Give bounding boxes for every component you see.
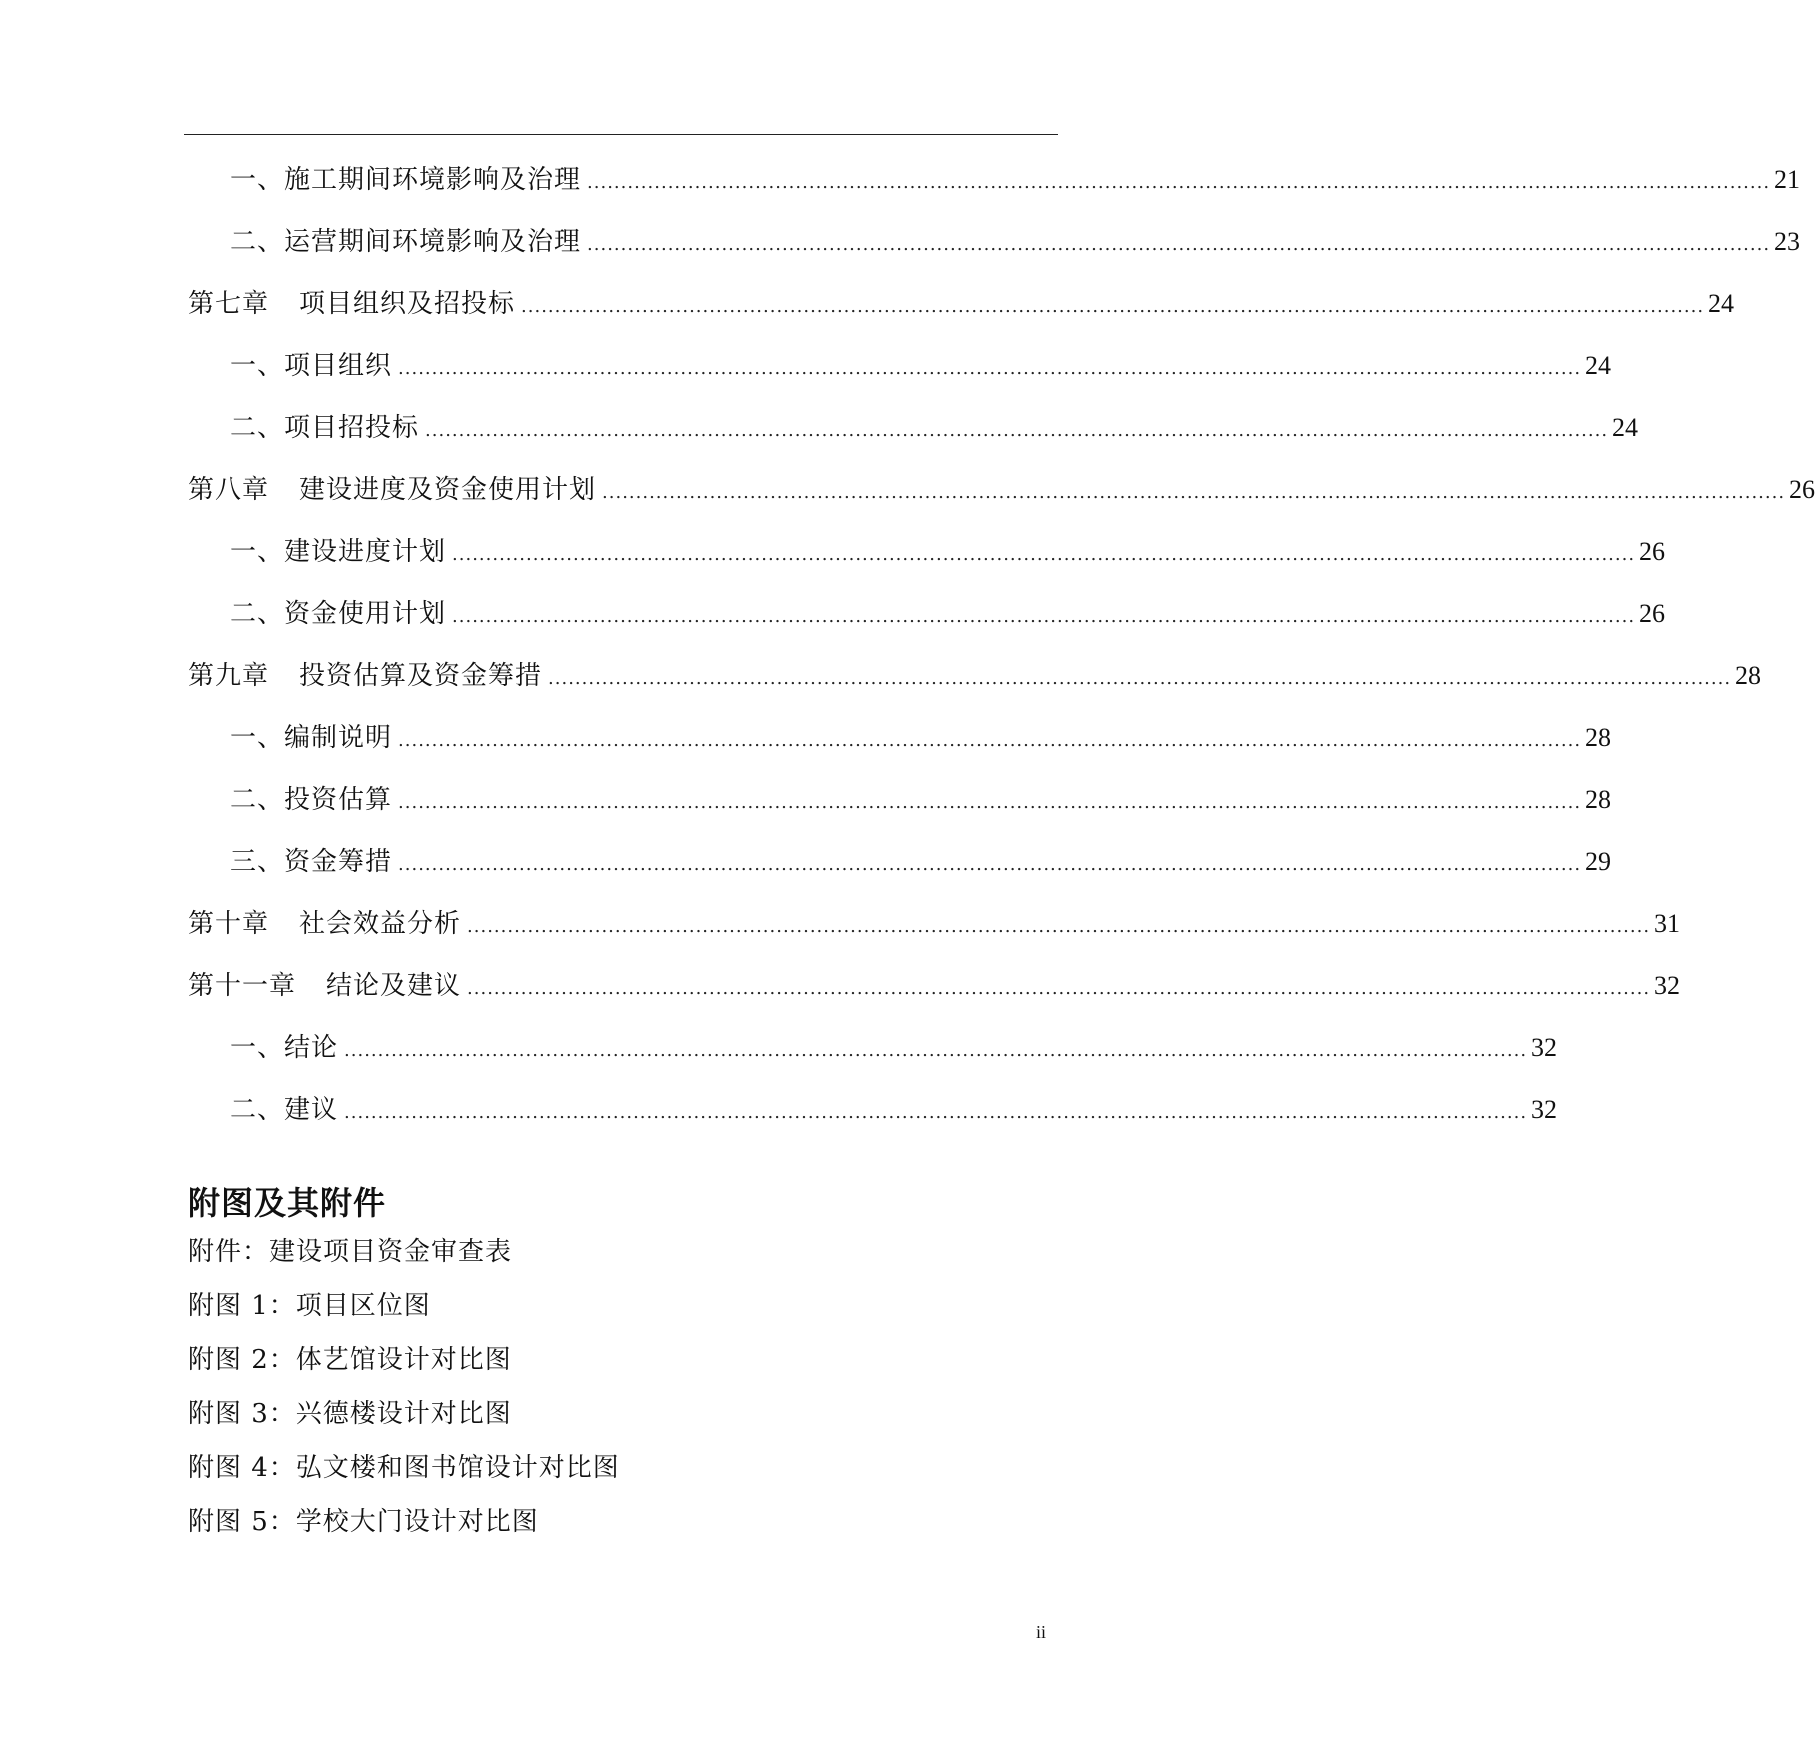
- toc-entry-page: 24: [1612, 413, 1639, 442]
- toc-entry[interactable]: [188, 656, 1762, 696]
- appendix-item[interactable]: 附图 4：弘文楼和图书馆设计对比图: [188, 1453, 620, 1483]
- toc-entry-page: 29: [1585, 847, 1612, 876]
- toc-entry-title: 第八章 建设进度及资金使用计划: [188, 475, 597, 505]
- toc-entry-title: 二、建议: [230, 1095, 339, 1125]
- toc-entry[interactable]: [230, 408, 1639, 448]
- toc-entry-title: 二、资金使用计划: [230, 599, 447, 629]
- toc-entry[interactable]: [230, 1090, 1558, 1130]
- toc-entry-page: 24: [1708, 289, 1735, 318]
- toc-leader-dots: ................................................................................................................................................................................: [548, 668, 1732, 689]
- toc-entry-page: 28: [1585, 723, 1612, 752]
- toc-leader-dots: ................................................................................................................................................................................: [452, 606, 1636, 627]
- toc-leader-dots: ................................................................................................................................................................................: [602, 482, 1786, 503]
- toc-leader-dots: ................................................................................................................................................................................: [344, 1040, 1528, 1061]
- toc-entry-page: 21: [1774, 165, 1801, 194]
- toc-entry-title: 二、投资估算: [230, 785, 393, 815]
- toc-entry[interactable]: [230, 780, 1612, 820]
- toc-entry[interactable]: [230, 842, 1612, 882]
- toc-leader-dots: ................................................................................................................................................................................: [452, 544, 1636, 565]
- toc-leader-dots: ................................................................................................................................................................................: [521, 296, 1705, 317]
- toc-entry-title: 二、项目招投标: [230, 413, 420, 443]
- toc-entry-title: 一、施工期间环境影响及治理: [230, 165, 582, 195]
- toc-entry[interactable]: [230, 1028, 1558, 1068]
- toc-entry-title: 第九章 投资估算及资金筹措: [188, 661, 543, 691]
- toc-entry-page: 28: [1735, 661, 1762, 690]
- toc-leader-dots: ................................................................................................................................................................................: [467, 916, 1651, 937]
- toc-entry-title: 一、编制说明: [230, 723, 393, 753]
- toc-entry-page: 31: [1654, 909, 1681, 938]
- toc-entry-page: 23: [1774, 227, 1801, 256]
- toc-entry[interactable]: [188, 904, 1681, 944]
- toc-entry[interactable]: [230, 222, 1801, 262]
- toc-entry-page: 28: [1585, 785, 1612, 814]
- page-number: ii: [1036, 1622, 1047, 1642]
- toc-entry-title: 一、结论: [230, 1033, 339, 1063]
- toc-leader-dots: ................................................................................................................................................................................: [587, 234, 1771, 255]
- toc-entry-title: 二、运营期间环境影响及治理: [230, 227, 582, 257]
- toc-entry[interactable]: [230, 594, 1666, 634]
- appendix-item[interactable]: 附图 1：项目区位图: [188, 1291, 431, 1321]
- toc-leader-dots: ................................................................................................................................................................................: [398, 730, 1582, 751]
- appendix-item[interactable]: 附图 5：学校大门设计对比图: [188, 1507, 539, 1537]
- toc-entry[interactable]: [230, 160, 1801, 200]
- toc-entry[interactable]: [230, 346, 1612, 386]
- toc-entry-title: 第七章 项目组织及招投标: [188, 289, 516, 319]
- appendix-item[interactable]: 附件：建设项目资金审查表: [188, 1237, 513, 1267]
- toc-entry[interactable]: [230, 532, 1666, 572]
- toc-entry-page: 32: [1531, 1033, 1558, 1062]
- toc-leader-dots: ................................................................................................................................................................................: [398, 792, 1582, 813]
- toc-entry-title: 一、项目组织: [230, 351, 393, 381]
- appendix-item[interactable]: 附图 2：体艺馆设计对比图: [188, 1345, 512, 1375]
- toc-leader-dots: ................................................................................................................................................................................: [398, 854, 1582, 875]
- toc-entry-title: 第十章 社会效益分析: [188, 909, 462, 939]
- toc-leader-dots: ................................................................................................................................................................................: [344, 1102, 1528, 1123]
- toc-entry-title: 一、建设进度计划: [230, 537, 447, 567]
- appendix-item[interactable]: 附图 3：兴德楼设计对比图: [188, 1399, 512, 1429]
- toc-entry[interactable]: [188, 966, 1681, 1006]
- toc-entry[interactable]: [188, 284, 1735, 324]
- toc-leader-dots: ................................................................................................................................................................................: [467, 978, 1651, 999]
- toc-entry-page: 26: [1639, 599, 1666, 628]
- toc-leader-dots: ................................................................................................................................................................................: [425, 420, 1609, 441]
- header-rule: [184, 134, 1058, 135]
- toc-entry[interactable]: [188, 470, 1815, 510]
- toc-entry-page: 26: [1789, 475, 1815, 504]
- toc-leader-dots: ................................................................................................................................................................................: [398, 358, 1582, 379]
- toc-entry-title: 三、资金筹措: [230, 847, 393, 877]
- toc-entry[interactable]: [230, 718, 1612, 758]
- toc-entry-page: 26: [1639, 537, 1666, 566]
- toc-entry-page: 24: [1585, 351, 1612, 380]
- appendix-heading: 附图及其附件: [188, 1184, 387, 1222]
- toc-leader-dots: ................................................................................................................................................................................: [587, 172, 1771, 193]
- toc-entry-page: 32: [1531, 1095, 1558, 1124]
- toc-entry-page: 32: [1654, 971, 1681, 1000]
- toc-entry-title: 第十一章 结论及建议: [188, 971, 462, 1001]
